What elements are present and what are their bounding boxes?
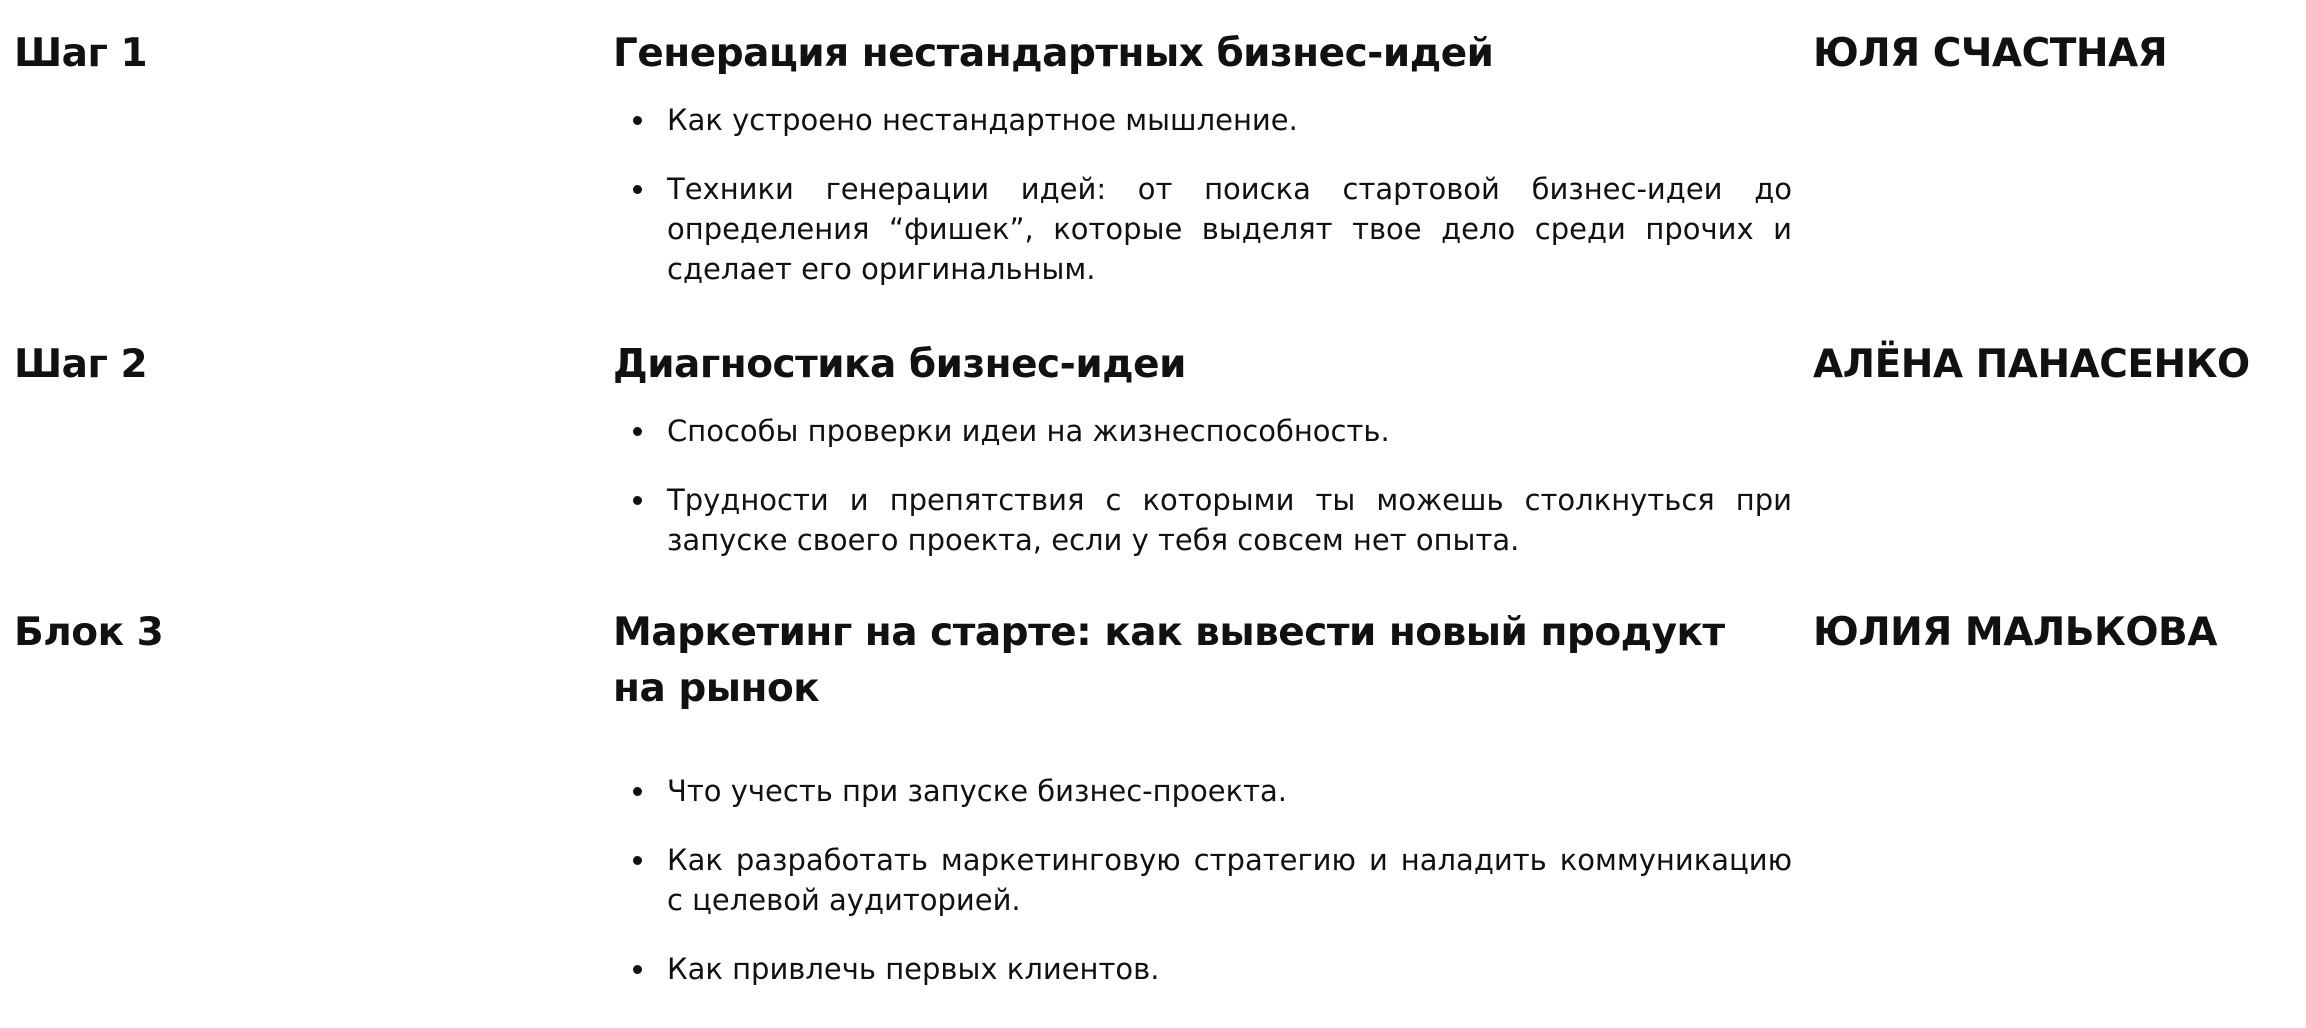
speaker-name: ЮЛЯ СЧАСТНАЯ	[1813, 31, 2168, 76]
topic-item: Техники генерации идей: от поиска стартовой бизнес-идеи до определения “фишек”, которые выделят твое дело среди прочих и сделает его оригинальным.	[667, 169, 1792, 289]
speaker-name: АЛЁНА ПАНАСЕНКО	[1813, 342, 2250, 387]
step-title: Маркетинг на старте: как вывести новый продукт на рынок	[613, 610, 1725, 711]
topic-item: Трудности и препятствия с которыми ты можешь столкнуться при запуске своего проекта, если у тебя совсем нет опыта.	[667, 480, 1792, 560]
topic-item: Способы проверки идеи на жизнеспособность.	[667, 411, 1792, 451]
step-title: Диагностика бизнес-идеи	[613, 342, 1186, 387]
topic-list	[613, 411, 1792, 589]
step-label: Шаг 1	[14, 31, 148, 76]
step-label: Блок 3	[14, 610, 164, 655]
topic-item: Как разработать маркетинговую стратегию и наладить коммуникацию с целевой аудиторией.	[667, 840, 1792, 920]
topic-item: Что учесть при запуске бизнес-проекта.	[667, 771, 1792, 811]
step-title: Генерация нестандартных бизнес-идей	[613, 31, 1494, 76]
topic-list	[613, 771, 1792, 1018]
topic-list	[613, 100, 1792, 318]
topic-item: Как устроено нестандартное мышление.	[667, 100, 1792, 140]
topic-item: Как привлечь первых клиентов.	[667, 949, 1792, 989]
speaker-name: ЮЛИЯ МАЛЬКОВА	[1813, 610, 2217, 655]
step-label: Шаг 2	[14, 342, 148, 387]
